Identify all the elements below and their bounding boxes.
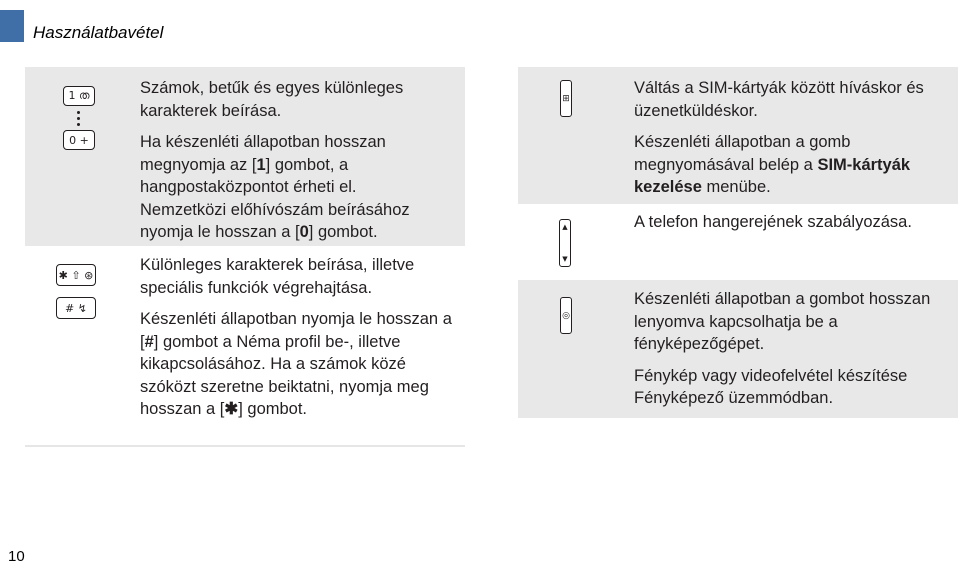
left-row1-paragraph1: Ha készenléti állapotban hosszan megnyomja az [1] gombot, a hangpostaközpontot érheti el. Nemzetközi előhívószám beírásához nyomja le hosszan a [0] gombot. bbox=[140, 133, 410, 241]
right-row1-paragraph1: Készenléti állapotban a gomb megnyomásával belép a SIM-kártyák kezelése menübe. bbox=[634, 133, 911, 196]
left-row1-title: Számok, betűk és egyes különleges karakterek beírása. bbox=[140, 79, 404, 120]
key-hash-silent-icon: # ↯ bbox=[56, 297, 96, 319]
header-accent-bar bbox=[0, 10, 24, 42]
right-volume-text bbox=[634, 211, 952, 243]
right-row2-paragraph2: Fénykép vagy videofelvétel készítése Fényképező üzemmódban. bbox=[634, 366, 908, 407]
right-row2-paragraph1: Készenléti állapotban a gombot hosszan lenyomva kapcsolhatja be a fényképezőgépet. bbox=[634, 290, 931, 353]
sim-switch-key-icon: ⊞ bbox=[560, 80, 572, 117]
key-star-shift-icon: ✱ ⇧ ⊛ bbox=[56, 264, 96, 286]
left-row2-text bbox=[140, 254, 458, 430]
key-range-dots-icon bbox=[77, 111, 80, 129]
right-volume-description: A telefon hangerejének szabályozása. bbox=[634, 213, 912, 231]
left-row2-paragraph1: Készenléti állapotban nyomja le hosszan a [#] gombot a Néma profil be-, illetve kikapcsolásához. Ha a számok közé szóközt szeretne beiktatni, nyomja meg hosszan a [✱] gombot. bbox=[140, 310, 452, 418]
camera-key-icon: ◎ bbox=[560, 297, 572, 334]
left-row2-title: Különleges karakterek beírása, illetve speciális funkciók végrehajtása. bbox=[140, 256, 415, 297]
page-number: 10 bbox=[8, 548, 25, 565]
left-row1-text bbox=[140, 77, 458, 253]
right-row1-text bbox=[634, 77, 952, 208]
left-bottom-divider bbox=[25, 445, 465, 447]
volume-key-icon: ▲ ▼ bbox=[559, 219, 571, 267]
page-title: Használatbavétel bbox=[33, 23, 164, 42]
key-1-voicemail-icon: 1 ത bbox=[63, 86, 95, 106]
right-row2-text bbox=[634, 288, 952, 419]
right-row1-title: Váltás a SIM-kártyák között híváskor és üzenetküldéskor. bbox=[634, 79, 924, 120]
key-0-plus-icon: 0 + bbox=[63, 130, 95, 150]
